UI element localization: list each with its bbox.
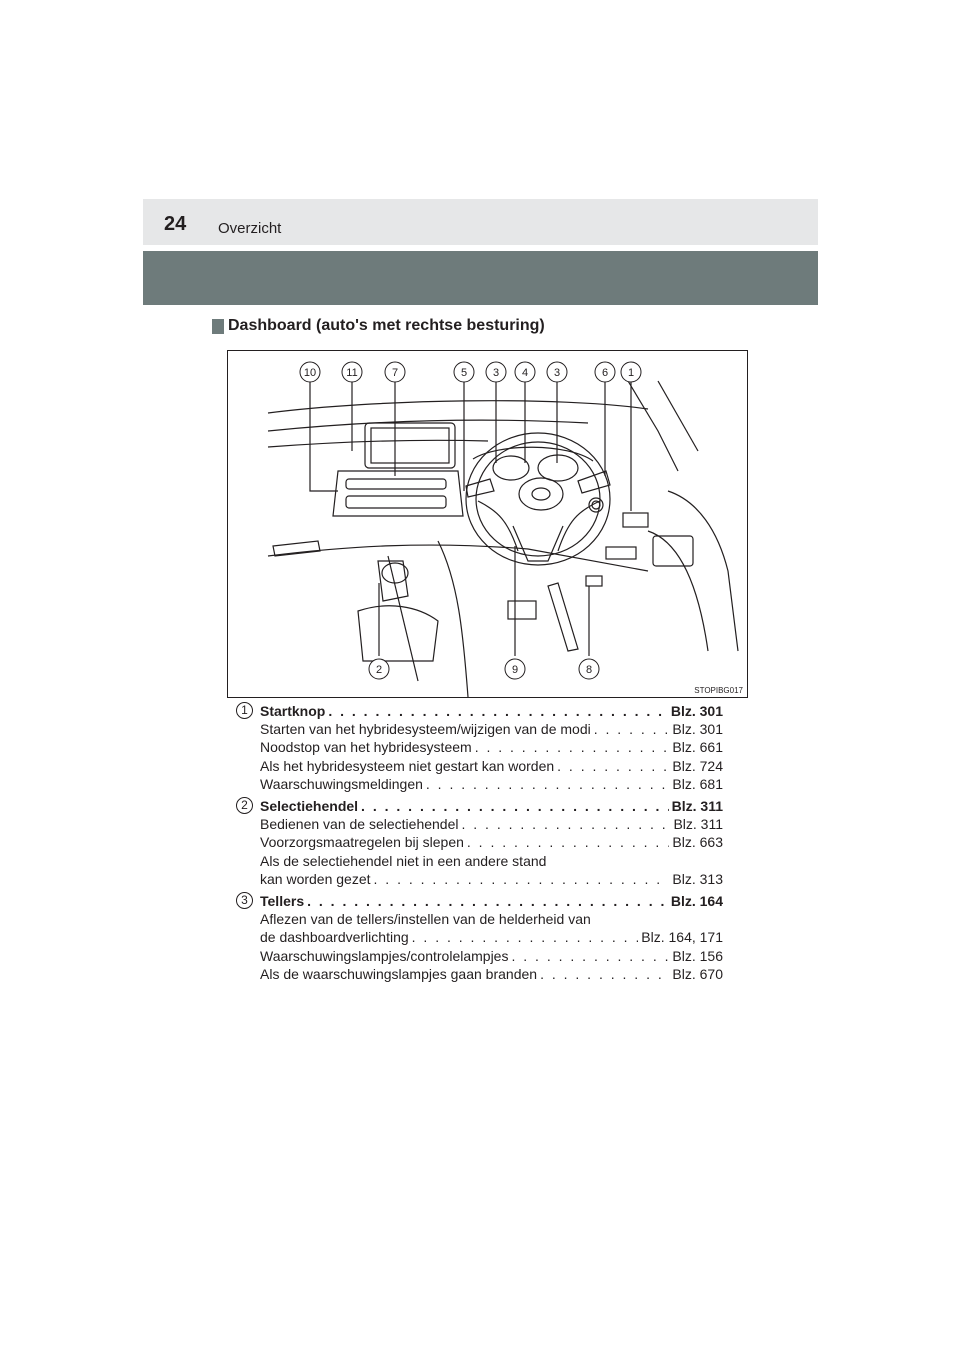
- leader-dots: [462, 815, 671, 833]
- entry-line-text: Waarschuwingsmeldingen: [260, 775, 423, 792]
- entry-line: [260, 815, 723, 833]
- entry-title-page: Blz. 301: [670, 703, 723, 719]
- section-heading: [212, 317, 545, 335]
- entry-line: [260, 965, 723, 983]
- entry-line-text: Voorzorgsmaatregelen bij slepen: [260, 834, 464, 851]
- entry-number-badge: 2: [236, 797, 253, 814]
- section-heading-text: Dashboard (auto's met rechtse besturing): [228, 317, 545, 334]
- entry-line-page: Blz. 681: [672, 775, 723, 792]
- callout-label: 5: [460, 367, 468, 379]
- leader-dots: [557, 757, 669, 775]
- entry-line: [260, 757, 723, 775]
- dashboard-illustration: [228, 351, 747, 697]
- entry-line-text: de dashboardverlichting: [260, 929, 409, 946]
- entry-line-page: Blz. 313: [672, 870, 723, 887]
- entry-line-page: Blz. 164, 171: [641, 929, 723, 946]
- entry-line-page: Blz. 661: [672, 739, 723, 756]
- entry-1: [236, 702, 723, 793]
- entry-line: [260, 947, 723, 965]
- leader-dots: [361, 797, 669, 815]
- entry-line-page: Blz. 663: [672, 834, 723, 851]
- callout-label: 3: [553, 367, 561, 379]
- figure-id: STOPIBG017: [694, 686, 743, 695]
- callout-label: 3: [492, 367, 500, 379]
- leader-dots: [328, 702, 668, 720]
- entry-line: [260, 928, 723, 946]
- entry-number-badge: 1: [236, 702, 253, 719]
- dash-top-line: [268, 401, 648, 413]
- callout-label: 2: [375, 664, 383, 676]
- callout-label: 1: [627, 367, 635, 379]
- infotainment-screen: [365, 423, 455, 468]
- page-number: 24: [164, 213, 187, 235]
- callout-label: 4: [521, 367, 529, 379]
- section-marker-icon: [212, 319, 224, 334]
- steering-hub: [519, 478, 563, 510]
- leader-dots: [511, 947, 669, 965]
- gauge-left: [493, 456, 529, 480]
- entry-line: [260, 870, 723, 888]
- entry-title: Tellers: [260, 893, 305, 909]
- brake-pedal: [508, 601, 536, 619]
- entry-line: [260, 720, 723, 738]
- entry-title-page: Blz. 164: [670, 893, 723, 909]
- section-band: [143, 251, 818, 305]
- entry-line-wrapped-first: Als de selectiehendel niet in een andere stand: [260, 852, 547, 869]
- callout-label: 11: [346, 367, 358, 379]
- leader-dots: [374, 870, 670, 888]
- leader-dots: [412, 928, 639, 946]
- entry-line-text: Als het hybridesysteem niet gestart kan worden: [260, 757, 555, 774]
- entry-line-wrapped-first: Aflezen van de tellers/instellen van de helderheid van: [260, 911, 591, 928]
- callout-label: 7: [391, 367, 399, 379]
- entry-title: Selectiehendel: [260, 798, 359, 814]
- callout-label: 10: [303, 367, 317, 379]
- chapter-title: Overzicht: [218, 220, 282, 237]
- entry-line-page: Blz. 156: [672, 947, 723, 964]
- entry-2: [236, 797, 723, 888]
- entry-line: [260, 775, 723, 793]
- entry-line-text: Noodstop van het hybridesysteem: [260, 739, 472, 756]
- accelerator-pedal: [548, 583, 578, 651]
- entry-line-text: kan worden gezet: [260, 870, 371, 887]
- entry-3: [236, 892, 723, 983]
- entry-title-row: [260, 702, 723, 720]
- entry-line-page: Blz. 311: [673, 816, 723, 833]
- entry-title-row: [260, 892, 723, 910]
- entry-line-text: Starten van het hybridesysteem/wijzigen van de modi: [260, 721, 591, 738]
- leader-dots: [307, 892, 668, 910]
- leader-dots: [467, 833, 670, 851]
- leader-dots: [540, 965, 669, 983]
- dash-line-2: [268, 420, 588, 431]
- entry-line-page: Blz. 301: [672, 721, 723, 738]
- entry-title-row: [260, 797, 723, 815]
- entry-title-page: Blz. 311: [671, 798, 723, 814]
- entry-number-badge: 3: [236, 892, 253, 909]
- leader-dots: [475, 738, 670, 756]
- entry-line: [260, 738, 723, 756]
- entry-line-text: Waarschuwingslampjes/controlelampjes: [260, 947, 509, 964]
- entry-line-text: Bedienen van de selectiehendel: [260, 816, 459, 833]
- leader-dots: [594, 720, 670, 738]
- entry-title: Startknop: [260, 703, 326, 719]
- entry-line-page: Blz. 724: [672, 757, 723, 774]
- leader-dots: [426, 775, 670, 793]
- entry-line: [260, 833, 723, 851]
- callout-label: 9: [511, 664, 519, 676]
- dashboard-figure: [227, 350, 748, 698]
- callout-label: 8: [585, 664, 593, 676]
- gauge-right: [538, 455, 578, 481]
- entry-line-text: Als de waarschuwingslampjes gaan branden: [260, 965, 538, 982]
- entry-line-page: Blz. 670: [672, 965, 723, 982]
- callout-label: 6: [601, 367, 609, 379]
